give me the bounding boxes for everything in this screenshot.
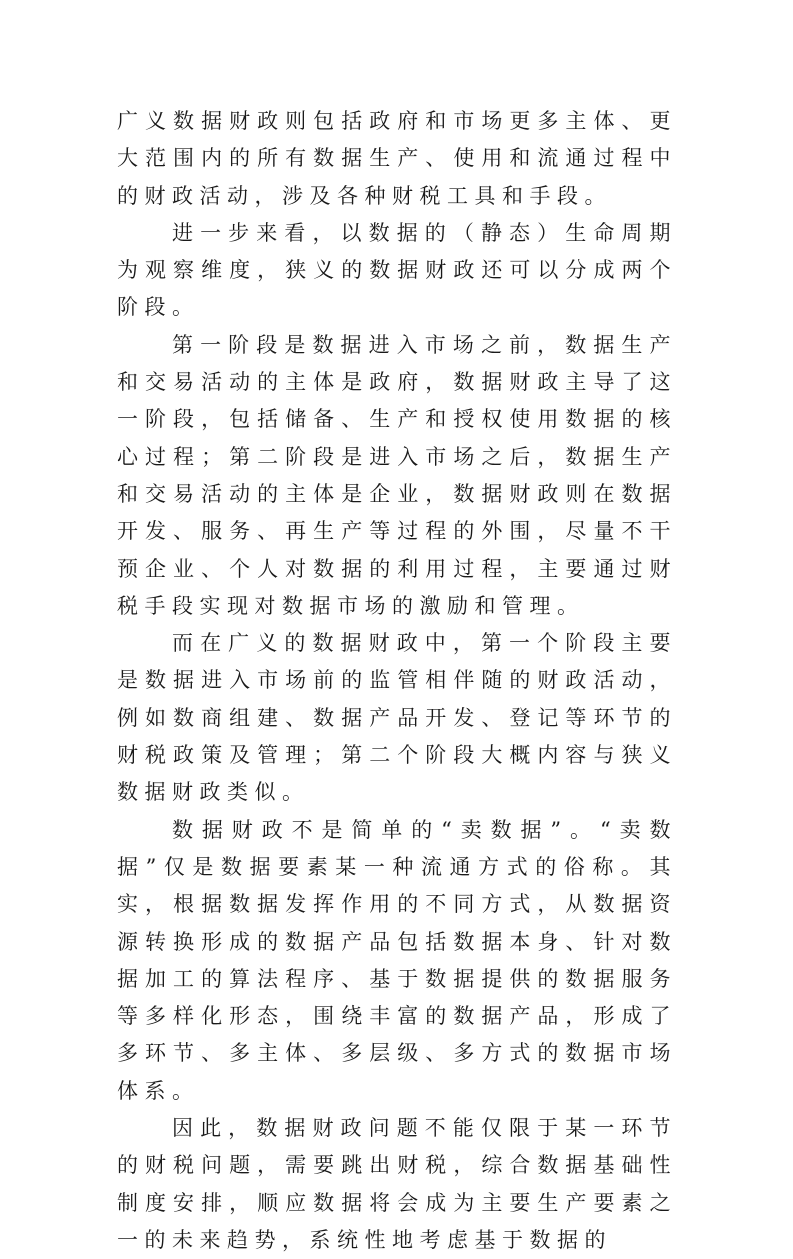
paragraph-lifecycle-stages: 进一步来看，以数据的（静态）生命周期为观察维度，狭义的数据财政还可以分成两个阶段。: [117, 220, 677, 320]
paragraph-narrow-two-stages: 第一阶段是数据进入市场之前，数据生产和交易活动的主体是政府，数据财政主导了这一阶段，包括储备、生产和授权使用数据的核心过程；第二阶段是进入市场之后，数据生产和交易活动的主体是企业，数据财政则在数据开发、服务、再生产等过程的外围，尽量不干预企业、个人对数据的利用过程，主要通过财税手段实现对数据市场的激励和管理。: [117, 332, 677, 618]
paragraph-broad-data-finance: 广义数据财政则包括政府和市场更多主体、更大范围内的所有数据生产、使用和流通过程中的财政活动，涉及各种财税工具和手段。: [117, 109, 677, 208]
paragraph-conclusion: 因此，数据财政问题不能仅限于某一环节的财税问题，需要跳出财税，综合数据基础性制度安排，顺应数据将会成为主要生产要素之一的未来趋势，系统性地考虑基于数据的: [117, 1116, 677, 1252]
document-body: [117, 103, 677, 1259]
paragraph-broad-two-stages: 而在广义的数据财政中，第一个阶段主要是数据进入市场前的监管相伴随的财政活动，例如数商组建、数据产品开发、登记等环节的财税政策及管理；第二个阶段大概内容与狭义数据财政类似。: [117, 631, 677, 805]
paragraph-not-selling-data: 数据财政不是简单的“卖数据”。“卖数据”仅是数据要素某一种流通方式的俗称。其实，根据数据发挥作用的不同方式，从数据资源转换形成的数据产品包括数据本身、针对数据加工的算法程序、基于数据提供的数据服务等多样化形态，围绕丰富的数据产品，形成了多环节、多主体、多层级、多方式的数据市场体系。: [117, 817, 677, 1103]
